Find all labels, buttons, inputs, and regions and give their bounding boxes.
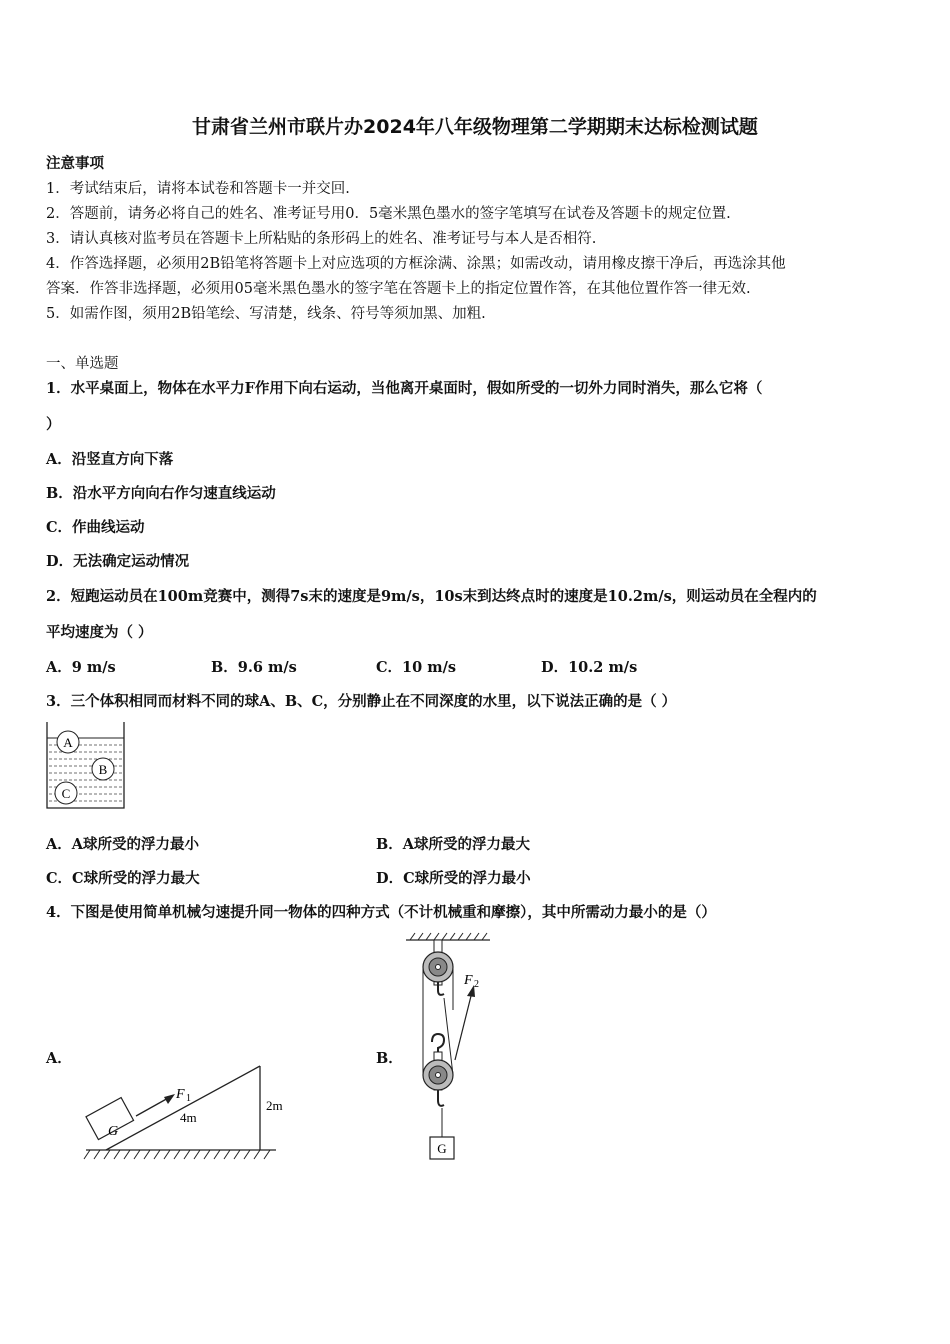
notice-item: 1．考试结束后，请将本试卷和答题卡一并交回. — [46, 181, 350, 197]
notice-item: 答案．作答非选择题，必须用05毫米黑色墨水的签字笔在答题卡上的指定位置作答，在其他位置作答一律无效. — [46, 281, 751, 297]
page-title: 甘肃省兰州市联片办2024年八年级物理第二学期期末达标检测试题 — [192, 116, 758, 138]
fig-a-height-label: 2m — [266, 1098, 283, 1113]
notice-item: 5．如需作图，须用2B铅笔绘、写清楚，线条、符号等须加黑、加粗. — [46, 306, 486, 322]
question-3-option-d: D．C球所受的浮力最小 — [376, 870, 531, 887]
notice-item: 3．请认真核对监考员在答题卡上所粘贴的条形码上的姓名、准考证号与本人是否相符. — [46, 231, 597, 247]
question-1-stem: 1．水平桌面上，物体在水平力F作用下向右运动，当他离开桌面时，假如所受的一切外力同时消失，那么它将（ — [46, 380, 763, 397]
question-2-option-b: B．9.6 m/s — [211, 659, 297, 676]
question-1-option-b: B．沿水平方向向右作匀速直线运动 — [46, 485, 276, 502]
question-2-stem: 2．短跑运动员在100m竞赛中，测得7s末的速度是9m/s，10s末到达终点时的速度是10.2m/s，则运动员在全程内的 — [46, 588, 817, 605]
inclined-plane-figure — [80, 1060, 290, 1170]
section-heading: 一、单选题 — [46, 356, 119, 372]
question-1-option-c: C．作曲线运动 — [46, 519, 145, 536]
fig-a-slope-label: 4m — [180, 1110, 197, 1125]
question-3-stem: 3．三个体积相同而材料不同的球A、B、C，分别静止在不同深度的水里，以下说法正确的是（ ） — [46, 693, 677, 710]
question-2-option-a: A．9 m/s — [46, 659, 116, 676]
question-3-option-a: A．A球所受的浮力最小 — [46, 836, 199, 853]
question-1-option-d: D．无法确定运动情况 — [46, 553, 190, 570]
fig-a-force-subscript: 1 — [186, 1093, 191, 1104]
fig-a-weight-label: G — [108, 1124, 119, 1139]
ball-b-label: B — [98, 762, 108, 777]
fig-b-force-subscript: 2 — [474, 979, 479, 990]
question-4-option-a: A． — [46, 1050, 72, 1067]
pulley-figure — [400, 930, 510, 1165]
ball-c-label: C — [61, 786, 71, 801]
question-1-option-a: A．沿竖直方向下落 — [46, 451, 174, 468]
question-2-stem-end: 平均速度为（ ） — [46, 624, 153, 641]
fig-a-force-label: F — [176, 1087, 185, 1102]
notice-item: 2．答题前，请务必将自己的姓名、准考证号用0．5毫米黑色墨水的签字笔填写在试卷及答题卡的规定位置. — [46, 206, 731, 222]
question-4-stem: 4．下图是使用简单机械匀速提升同一物体的四种方式（不计机械重和摩擦），其中所需动力最小的是（） — [46, 904, 716, 921]
question-4-option-b: B． — [376, 1050, 403, 1067]
question-1-stem-end: ） — [46, 416, 61, 433]
question-2-option-c: C．10 m/s — [376, 659, 457, 676]
notice-item: 4．作答选择题，必须用2B铅笔将答题卡上对应选项的方框涂满、涂黑；如需改动，请用橡皮擦干净后，再选涂其他 — [46, 256, 786, 272]
fig-b-force-label: F — [464, 973, 473, 988]
water-container-figure — [46, 722, 126, 812]
fig-b-weight-label: G — [437, 1141, 447, 1156]
ball-a-label: A — [63, 735, 73, 750]
question-2-option-d: D．10.2 m/s — [541, 659, 638, 676]
question-3-option-b: B．A球所受的浮力最大 — [376, 836, 531, 853]
question-3-option-c: C．C球所受的浮力最大 — [46, 870, 200, 887]
notice-heading: 注意事项 — [46, 155, 104, 172]
